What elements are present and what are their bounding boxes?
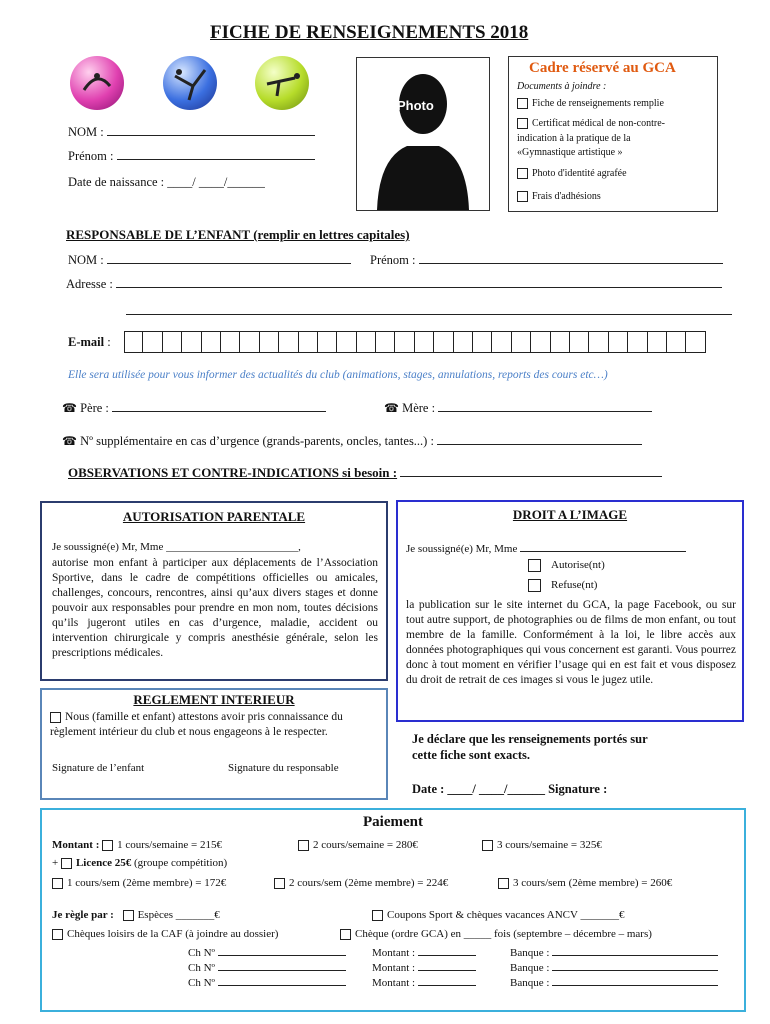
email-char-cell[interactable]: [648, 331, 667, 353]
caf-option[interactable]: Chèques loisirs de la CAF (à joindre au dossier): [52, 928, 278, 940]
email-char-cell[interactable]: [395, 331, 414, 353]
cheque-montant-field[interactable]: [418, 944, 476, 956]
urgence-field[interactable]: [437, 433, 642, 445]
urgence-field-group: ☎ Nº supplémentaire en cas d’urgence (grands-parents, oncles, tantes...) :: [62, 433, 642, 449]
autorisation-box: [40, 501, 388, 681]
phone-icon: ☎: [62, 434, 77, 448]
opt3-checkbox[interactable]: [482, 840, 493, 851]
birthdate-field[interactable]: Date de naissance : ____/ ____/______: [68, 175, 265, 189]
pere-field-group: ☎ Père :: [62, 400, 326, 416]
photo-label: Photo: [397, 98, 434, 113]
email-char-cell[interactable]: [473, 331, 492, 353]
email-label: E-mail :: [68, 335, 111, 349]
email-char-cell[interactable]: [318, 331, 337, 353]
resp-prenom: Prénom :: [370, 252, 723, 268]
doc-certificat-line2: indication à la pratique de la: [517, 133, 631, 144]
gymnast-ball-blue-icon: [163, 56, 217, 110]
autorisation-name-line[interactable]: Je soussigné(e) Mr, Mme ________________________,: [52, 541, 301, 553]
email-char-cell[interactable]: [240, 331, 259, 353]
cheque-number-label: Ch Nº: [188, 947, 215, 959]
cheque-number-field[interactable]: [218, 974, 346, 986]
email-field[interactable]: [124, 331, 706, 353]
opt1-checkbox[interactable]: [102, 840, 113, 851]
resp-adresse-line2[interactable]: [126, 314, 732, 315]
resp-nom: NOM :: [68, 252, 351, 268]
regle-par: Je règle par : Espèces _______€: [52, 909, 220, 921]
droit-image-title: DROIT A L’IMAGE: [512, 507, 628, 522]
email-char-cell[interactable]: [357, 331, 376, 353]
cheque-montant-label: Montant :: [372, 959, 476, 974]
gymnast-ball-pink-icon: [70, 56, 124, 110]
responsable-heading: RESPONSABLE DE L’ENFANT (remplir en lettres capitales): [66, 227, 410, 242]
cheque-option[interactable]: Chèque (ordre GCA) en _____ fois (septembre – décembre – mars): [340, 928, 652, 940]
email-char-cell[interactable]: [163, 331, 182, 353]
reglement-text: Nous (famille et enfant) attestons avoir pris connaissance du règlement intérieur du club et nous engageons à le respecter.: [50, 711, 343, 738]
email-char-cell[interactable]: [609, 331, 628, 353]
cadre-subtitle: Documents à joindre :: [517, 81, 607, 92]
autorisation-title: AUTORISATION PARENTALE: [122, 509, 306, 524]
doc-frais: Frais d'adhésions: [517, 191, 601, 202]
observations-group: OBSERVATIONS ET CONTRE-INDICATIONS si besoin :: [68, 465, 662, 481]
especes-checkbox[interactable]: [123, 910, 134, 921]
email-char-cell[interactable]: [260, 331, 279, 353]
famille-opt1[interactable]: 1 cours/sem (2ème membre) = 172€: [52, 877, 226, 889]
paiement-box: [40, 808, 746, 1012]
email-char-cell[interactable]: [570, 331, 589, 353]
reglement-checkbox[interactable]: [50, 712, 61, 723]
reglement-title: REGLEMENT INTERIEUR: [133, 692, 295, 707]
nom-label: NOM :: [68, 124, 315, 140]
famille-opt2[interactable]: 2 cours/sem (2ème membre) = 224€: [274, 877, 448, 889]
cheque-number-field[interactable]: [218, 959, 346, 971]
cheque-number-field[interactable]: [218, 944, 346, 956]
opt3[interactable]: 3 cours/semaine = 325€: [482, 839, 602, 851]
phone-icon: ☎: [384, 401, 399, 415]
declaration-line2: cette fiche sont exacts.: [412, 748, 531, 762]
montant-row: Montant : 1 cours/semaine = 215€: [52, 839, 222, 851]
doc-photo: Photo d'identité agrafée: [517, 168, 627, 179]
famille-opt3[interactable]: 3 cours/sem (2ème membre) = 260€: [498, 877, 672, 889]
caf-checkbox[interactable]: [52, 929, 63, 940]
refuse-checkbox[interactable]: [528, 579, 541, 592]
email-char-cell[interactable]: [182, 331, 201, 353]
photo-frame[interactable]: [356, 57, 490, 211]
signature-enfant-label: Signature de l’enfant: [52, 762, 145, 774]
email-char-cell[interactable]: [279, 331, 298, 353]
cheque-montant-field[interactable]: [418, 974, 476, 986]
cheque-checkbox[interactable]: [340, 929, 351, 940]
doc-frais-checkbox[interactable]: [517, 191, 528, 202]
email-char-cell[interactable]: [202, 331, 221, 353]
droit-image-text: la publication sur le site internet du GCA, la page Facebook, ou sur tout autre support, de photographies ou de films de mon enfant, ou tout membre de la famille. Conformément à la loi, le libre accès aux données photographiques qui vous concernent est garanti. Vous pourrez donc à tout moment en vérifier l’usage qui en est fait et vous disposez du droit de retrait de ces images si vous le jugez utile.: [406, 599, 736, 686]
cheque-row: [188, 974, 738, 989]
email-char-cell[interactable]: [337, 331, 356, 353]
famille-opt3-checkbox[interactable]: [498, 878, 509, 889]
doc-certificat-checkbox[interactable]: [517, 118, 528, 129]
cheque-banque-field[interactable]: [552, 974, 718, 986]
email-char-cell[interactable]: [628, 331, 647, 353]
cheque-rows: [188, 944, 738, 989]
email-char-cell[interactable]: [667, 331, 686, 353]
droit-image-box: [396, 500, 744, 722]
licence-row[interactable]: + Licence 25€ (groupe compétition): [52, 857, 228, 869]
paiement-title: Paiement: [363, 814, 423, 830]
opt2[interactable]: 2 cours/semaine = 280€: [298, 839, 418, 851]
resp-nom-field[interactable]: [107, 252, 351, 264]
cheque-banque-field[interactable]: [552, 959, 718, 971]
cheque-row: [188, 944, 738, 959]
famille-opt2-checkbox[interactable]: [274, 878, 285, 889]
email-char-cell[interactable]: [124, 331, 143, 353]
email-char-cell[interactable]: [299, 331, 318, 353]
resp-adresse-field[interactable]: [116, 276, 722, 288]
cheque-banque-field[interactable]: [552, 944, 718, 956]
gymnast-ball-green-icon: [255, 56, 309, 110]
email-char-cell[interactable]: [531, 331, 550, 353]
doc-certificat: Certificat médical de non-contre-: [517, 118, 665, 129]
cheque-banque-label: Banque :: [510, 944, 718, 959]
email-char-cell[interactable]: [434, 331, 453, 353]
date-signature-field[interactable]: Date : ____/ ____/______ Signature :: [412, 782, 608, 796]
cheque-montant-label: Montant :: [372, 944, 476, 959]
cheque-banque-label: Banque :: [510, 974, 718, 989]
person-silhouette-icon: [357, 58, 489, 210]
signature-responsable-label: Signature du responsable: [228, 762, 339, 774]
prenom-label: Prénom :: [68, 148, 315, 164]
autorise-option[interactable]: Autorise(nt): [528, 559, 605, 572]
licence-checkbox[interactable]: [61, 858, 72, 869]
nom-field[interactable]: [107, 124, 315, 136]
refuse-option[interactable]: Refuse(nt): [528, 579, 597, 592]
email-note: Elle sera utilisée pour vous informer des actualités du club (animations, stages, annulations, reports des cours etc…): [68, 369, 608, 381]
cheque-number-label: Ch Nº: [188, 977, 215, 989]
email-char-cell[interactable]: [376, 331, 395, 353]
doc-certificat-line3: «Gymnastique artistique »: [517, 147, 623, 158]
email-char-cell[interactable]: [686, 331, 705, 353]
droit-image-name-field[interactable]: [520, 540, 686, 552]
resp-prenom-field[interactable]: [419, 252, 723, 264]
autorisation-text: autorise mon enfant à participer aux déplacements de l’Association Sportive, dans le cadre de compétitions officielles ou amicales, challenges, concours, rencontres, ainsi qu’aux divers stages et donne pouvoir aux responsables pour prendre en mon nom, toutes décisions qu’ils jugeront utiles en cas d’urgence, maladie, accident ou intervention chirurgicale y compris anesthésie générale, selon les prescriptions médicales.: [52, 557, 378, 659]
cheque-row: [188, 959, 738, 974]
pere-field[interactable]: [112, 400, 326, 412]
email-char-cell[interactable]: [454, 331, 473, 353]
cheque-montant-field[interactable]: [418, 959, 476, 971]
email-char-cell[interactable]: [492, 331, 511, 353]
autorise-checkbox[interactable]: [528, 559, 541, 572]
opt2-checkbox[interactable]: [298, 840, 309, 851]
cheque-number-label: Ch Nº: [188, 962, 215, 974]
email-char-cell[interactable]: [551, 331, 570, 353]
droit-image-name-line: Je soussigné(e) Mr, Mme: [406, 540, 686, 555]
cheque-banque-label: Banque :: [510, 959, 718, 974]
cadre-reserve-box: [508, 56, 718, 212]
page-title: FICHE DE RENSEIGNEMENTS 2018: [210, 22, 529, 43]
doc-fiche: Fiche de renseignements remplie: [517, 98, 664, 109]
observations-field[interactable]: [400, 465, 662, 477]
doc-photo-checkbox[interactable]: [517, 168, 528, 179]
reglement-box: [40, 688, 388, 800]
ancv-option[interactable]: Coupons Sport & chèques vacances ANCV _______€: [372, 909, 625, 921]
email-char-cell[interactable]: [221, 331, 240, 353]
mere-field[interactable]: [438, 400, 652, 412]
mere-field-group: ☎ Mère :: [384, 400, 652, 416]
resp-adresse: Adresse :: [66, 276, 722, 292]
cadre-title: Cadre réservé au GCA: [529, 60, 676, 76]
email-char-cell[interactable]: [143, 331, 162, 353]
phone-icon: ☎: [62, 401, 77, 415]
cheque-montant-label: Montant :: [372, 974, 476, 989]
doc-fiche-checkbox[interactable]: [517, 98, 528, 109]
prenom-field[interactable]: [117, 148, 315, 160]
email-char-cell[interactable]: [512, 331, 531, 353]
declaration-line1: Je déclare que les renseignements portés sur: [412, 732, 648, 746]
famille-opt1-checkbox[interactable]: [52, 878, 63, 889]
ancv-checkbox[interactable]: [372, 910, 383, 921]
email-char-cell[interactable]: [415, 331, 434, 353]
email-char-cell[interactable]: [589, 331, 608, 353]
